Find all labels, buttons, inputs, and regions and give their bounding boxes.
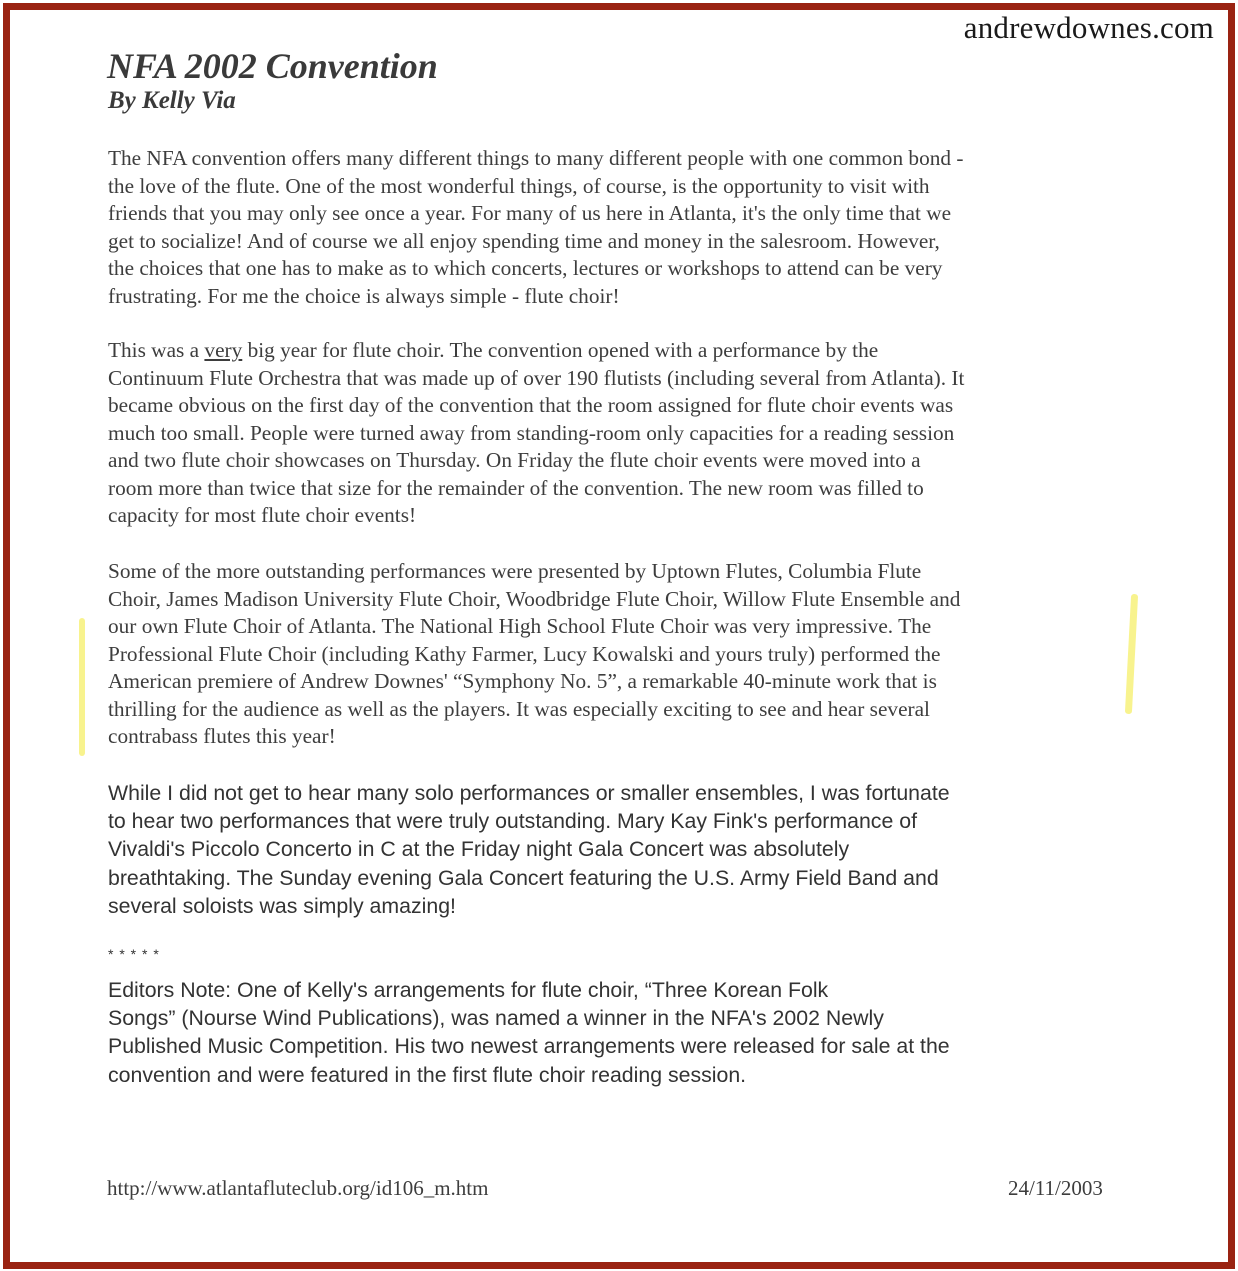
text-line: contrabass flutes this year! (108, 724, 336, 748)
text-line: became obvious on the first day of the convention that the room assigned for flute choir events was (108, 393, 954, 417)
footer-source-url: http://www.atlantafluteclub.org/id106_m.htm (107, 1176, 489, 1200)
footer-date: 24/11/2003 (1008, 1176, 1103, 1200)
text-line: The NFA convention offers many different things to many different people with one common bond - (108, 146, 964, 170)
text-line: thrilling for the audience as well as the players. It was especially exciting to see and hear several (108, 696, 930, 721)
text-line: Editors Note: One of Kelly's arrangements for flute choir, “Three Korean Folk (108, 978, 829, 1002)
text-line: breathtaking. The Sunday evening Gala Concert featuring the U.S. Army Field Band and (108, 865, 939, 890)
text-segment: big year for flute choir. The convention opened with a performance by the (242, 338, 879, 362)
text-line: capacity for most flute choir events! (108, 503, 417, 527)
text-line: the choices that one has to make as to which concerts, lectures or workshops to attend can be very (108, 256, 943, 280)
text-line: get to socialize! And of course we all enjoy spending time and money in the salesroom. However, (108, 228, 940, 253)
paragraph-solo-performances (108, 779, 950, 920)
text-line: Choir, James Madison University Flute Choir, Woodbridge Flute Choir, Willow Flute Ensemble and (108, 586, 961, 611)
text-line: to hear two performances that were truly outstanding. Mary Kay Fink's performance of (108, 809, 917, 834)
site-watermark: andrewdownes.com (963, 10, 1214, 45)
text-line: much too small. People were turned away from standing-room only capacities for a reading session (108, 420, 955, 445)
text-line: convention and were featured in the first flute choir reading session. (108, 1062, 747, 1087)
section-separator: * * * * * (108, 946, 160, 962)
text-line: Continuum Flute Orchestra that was made up of over 190 flutists (including several from Atlanta). It (108, 365, 965, 390)
article-title: NFA 2002 Convention (107, 46, 438, 86)
text-line: frustrating. For me the choice is always simple - flute choir! (108, 283, 620, 308)
text-line: Published Music Competition. His two newest arrangements were released for sale at the (108, 1034, 950, 1059)
text-line: and two flute choir showcases on Thursday. On Friday the flute choir events were moved into a (108, 448, 921, 472)
text-line: While I did not get to hear many solo performances or smaller ensembles, I was fortunate (108, 781, 950, 805)
article-byline: By Kelly Via (108, 87, 236, 114)
highlighter-mark-left (79, 618, 85, 756)
text-line: room more than twice that size for the remainder of the convention. The new room was filled to (108, 475, 924, 500)
text-line: American premiere of Andrew Downes' “Symphony No. 5”, a remarkable 40-minute work that is (108, 669, 937, 693)
text-line: Vivaldi's Piccolo Concerto in C at the Friday night Gala Concert was absolutely (108, 837, 850, 862)
text-line: Some of the more outstanding performances were presented by Uptown Flutes, Columbia Flute (108, 559, 922, 583)
text-line: friends that you may only see once a year. For many of us here in Atlanta, it's the only time that we (108, 201, 952, 225)
text-segment: This was a (108, 338, 205, 362)
paragraph-intro (108, 145, 963, 310)
text-line: our own Flute Choir of Atlanta. The National High School Flute Choir was very impressive. The (108, 614, 932, 638)
text-line: several soloists was simply amazing! (108, 893, 456, 918)
text-line: Songs” (Nourse Wind Publications), was named a winner in the NFA's 2002 Newly (108, 1006, 884, 1031)
paragraph-flute-choir-year (108, 337, 964, 530)
editors-note (108, 976, 950, 1089)
paragraph-performances (108, 558, 960, 751)
text-line: Professional Flute Choir (including Kathy Farmer, Lucy Kowalski and yours truly) performed the (108, 641, 941, 666)
text-line (108, 337, 964, 365)
text-line: the love of the flute. One of the most wonderful things, of course, is the opportunity to visit with (108, 173, 930, 198)
underlined-word: very (204, 338, 243, 362)
